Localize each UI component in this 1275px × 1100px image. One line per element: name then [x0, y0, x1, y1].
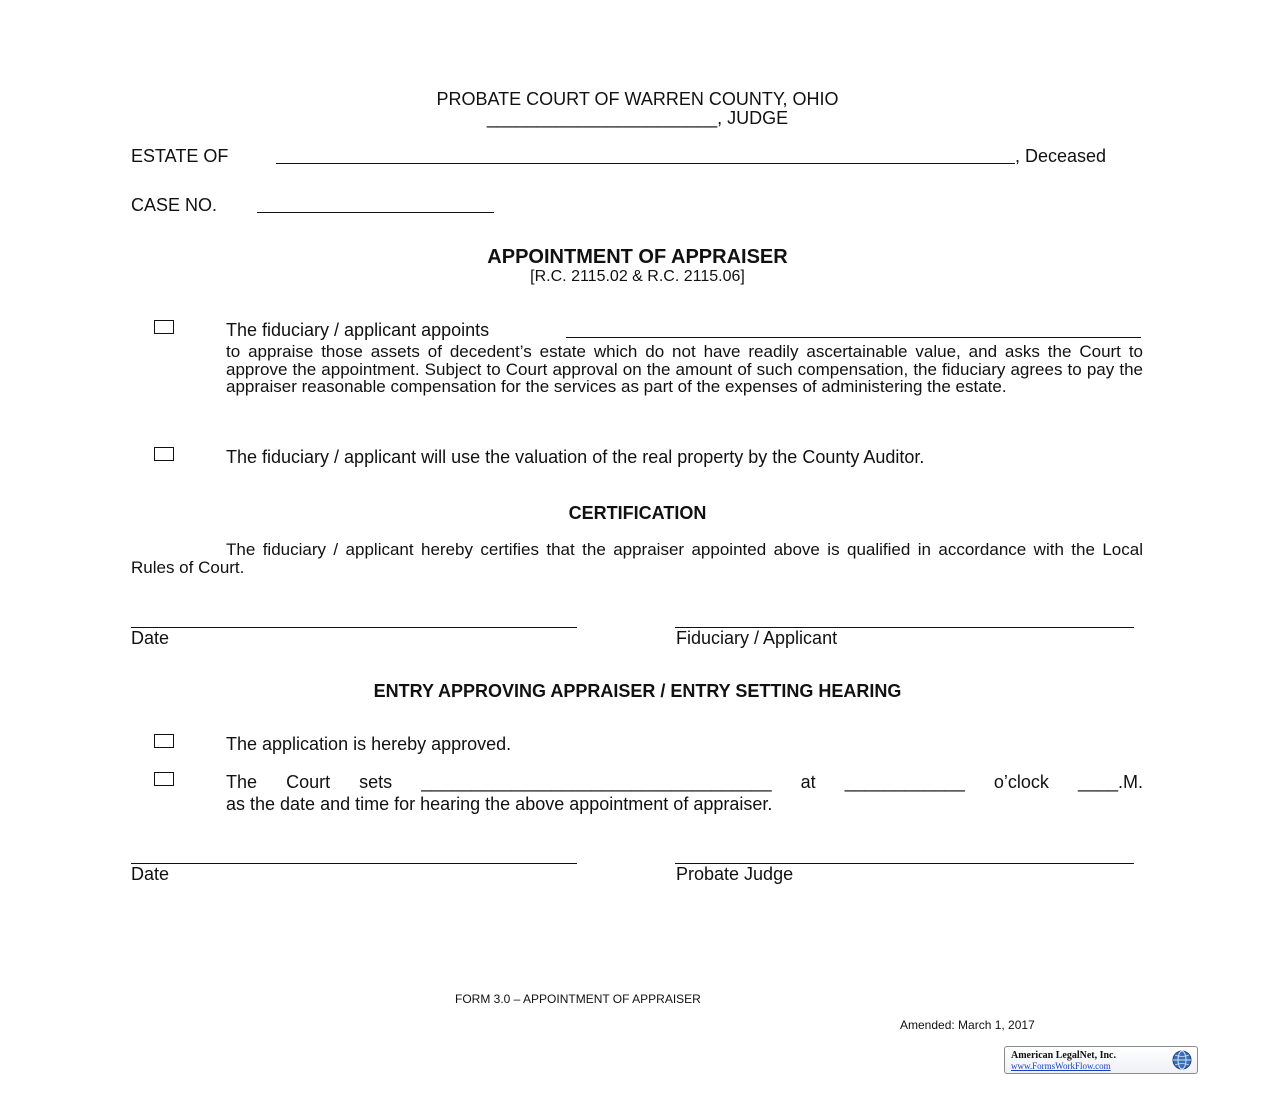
case-number-field[interactable] [257, 212, 494, 213]
fiduciary-label: Fiduciary / Applicant [676, 628, 838, 648]
court-name: PROBATE COURT OF WARREN COUNTY, OHIO [436, 89, 839, 109]
company-url-link[interactable]: www.FormsWorkFlow.com [1011, 1061, 1111, 1071]
appraiser-name-field[interactable] [566, 337, 1141, 338]
entry-date-signature-line[interactable] [131, 863, 577, 864]
court-sets-hearing-text: The Court sets ___________________________________ at ____________ o’clock ____.M. [226, 772, 1143, 792]
form-footer: FORM 3.0 – APPOINTMENT OF APPRAISER [455, 992, 701, 1006]
certification-paragraph: The fiduciary / applicant hereby certifies that the appraiser appointed above is qualified in accordance with the Local Rules of Court. [131, 540, 1143, 577]
globe-icon [1171, 1049, 1193, 1071]
date-signature-line[interactable] [131, 627, 577, 628]
case-label: CASE NO. [131, 195, 218, 215]
application-approved-checkbox[interactable] [154, 734, 174, 748]
form-title: APPOINTMENT OF APPRAISER [487, 246, 788, 268]
judge-line: _______________________, JUDGE [486, 108, 789, 128]
date-label: Date [131, 628, 170, 648]
statute-reference: [R.C. 2115.02 & R.C. 2115.06] [530, 268, 745, 285]
appoint-appraiser-checkbox[interactable] [154, 320, 174, 334]
entry-heading: ENTRY APPROVING APPRAISER / ENTRY SETTING HEARING [373, 681, 902, 701]
company-name: American LegalNet, Inc. [1011, 1050, 1116, 1061]
appoint-appraiser-paragraph: to appraise those assets of decedent’s estate which do not have readily ascertainable value, and asks the Court to approve the appointment. Subject to Court approval on the amount of such compensation, the fiduciary agrees to pay the appraiser reasonable compensation for the services as part of the expenses of administering the estate. [226, 342, 1143, 396]
estate-deceased-suffix: , Deceased [1015, 146, 1107, 166]
probate-judge-label: Probate Judge [676, 864, 794, 884]
county-auditor-text: The fiduciary / applicant will use the valuation of the real property by the County Auditor. [226, 447, 925, 467]
court-sets-hearing-checkbox[interactable] [154, 772, 174, 786]
hearing-description-text: as the date and time for hearing the above appointment of appraiser. [226, 794, 773, 814]
county-auditor-checkbox[interactable] [154, 447, 174, 461]
appoints-lead-text: The fiduciary / applicant appoints [226, 320, 490, 340]
certification-heading: CERTIFICATION [568, 503, 707, 523]
estate-label: ESTATE OF [131, 146, 229, 166]
estate-name-field[interactable] [276, 163, 1015, 164]
amended-date: Amended: March 1, 2017 [900, 1018, 1035, 1032]
american-legalnet-badge[interactable] [1004, 1046, 1198, 1074]
entry-date-label: Date [131, 864, 170, 884]
application-approved-text: The application is hereby approved. [226, 734, 512, 754]
